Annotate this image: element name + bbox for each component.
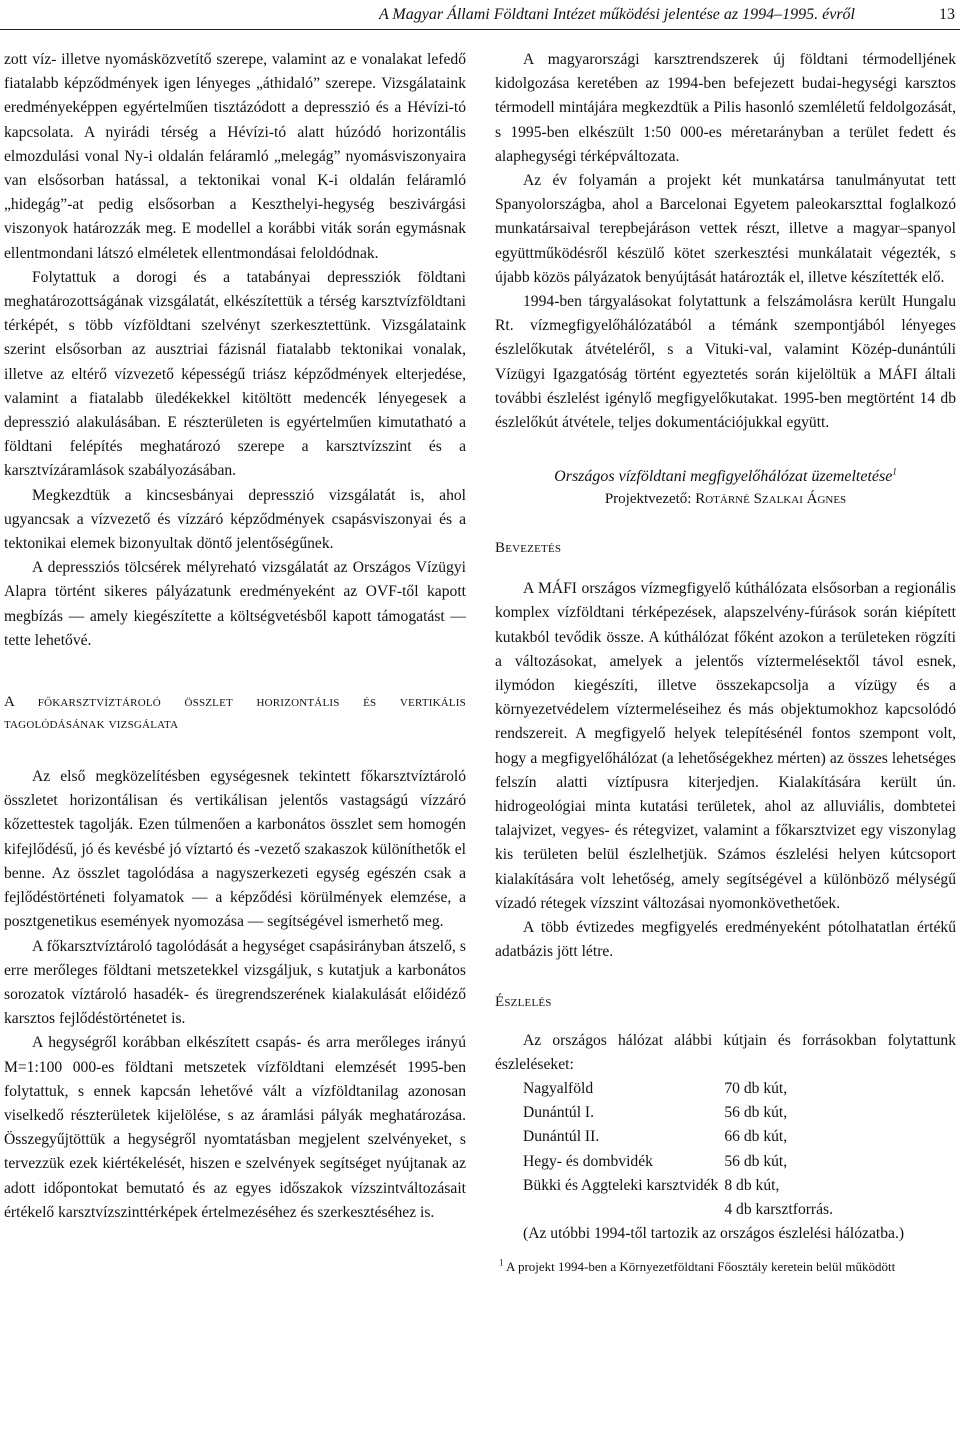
paragraph: A főkarsztvíztároló tagolódását a hegységet csapásirányban átszelő, s erre merőleges földtani metszetekkel vizsgáljuk, s kutatjuk a karbonátos sorozatok víztároló hasadék- és üregrendszerének kialakulását előidéző karsztos fejlődéstörténetet is.: [4, 937, 466, 1028]
paragraph: A magyarországi karsztrendszerek új földtani térmodelljének kidolgozása keretében az 1994-ben befejezett budai-hegységi karsztos térmodell mintájára megkezdtük a Pilis hasonló szemléletű feldolgozását, s 1995-ben elkészült 1:50 000-es méretarányban a terület fedett és alaphegységi térképváltozata.: [495, 51, 956, 165]
spacer: [495, 435, 956, 465]
footnote: [495, 1258, 956, 1276]
paragraph: Folytattuk a dorogi és a tatabányai depressziók földtani meghatározottságának vizsgálatát, elkészítettük a térség karsztvízföldtani térképét, s több vízföldtani szelvényt szerkesztettünk. Vizsgálataink szerint elsősorban az ausztriai fázisnál fiatalabb tektonikai vonalak, illetve az eltérő vízvezető képességű triász képződmények elterjedése, valamint a fiatalabb üledékekkel kitöltött medencék lényegesek a depresszió alakulásában. E részterületen is egyértelműen kimutatható a földtani felépítés meghatározó szerepe a karsztvízszint és a karsztvízáramlások szabályozásában.: [4, 268, 466, 480]
paragraph: A MÁFI országos vízmegfigyelő kúthálózata elsősorban a regionális komplex vízföldtani térképezések, alapszelvény-fúrások során kiépített kutakból tevődik össze. A kúthálózat főként azokon a területeken rögzíti a változásokat, amelyek a jelentős víztermelésektől távol esnek, ilymódon kiegészíti, illetve összekapcsolja a vízügy és a környezetvédelem víztermeléseihez és más objektumokhoz kapcsolódó rendszereit. A megfigyelő helyek telepítésénél fontos szempont volt, hogy a megfigyelőhálózat (a lehetőségekhez mérten) az összes lehetséges felszín alatti víztípusra kiterjedjen. Kialakítására került ún. hidrogeológiai minta kutatási területek, ahol az alluviális, dombtetei talajvizet, vegyes- és rétegvizet, valamint a főkarsztvizet egy viszonylag kis területen belül észlelhetjük. Számos észlelési helyen kútcsoport kialakítására volt lehetőség, amely segítségével a különböző mélységű vízadó rétegek vízszint változásai nyomonkövethetőek.: [495, 580, 956, 912]
region-cell: Dunántúl I.: [523, 1104, 595, 1122]
right-column: [495, 48, 956, 1276]
paragraph: (Az utóbbi 1994-től tartozik az országos észlelési hálózatba.): [523, 1225, 905, 1243]
table-row: [523, 1077, 833, 1101]
project-lead: [495, 489, 956, 509]
spacer: [495, 965, 956, 991]
project-title: [495, 465, 956, 489]
page-number: 13: [939, 6, 955, 23]
table-row: [523, 1125, 833, 1149]
observation-stats-table: [523, 1077, 833, 1222]
spacer: [495, 509, 956, 537]
count-cell: 8 db kút,: [724, 1176, 780, 1194]
project-lead-label: Projektvezető:: [604, 491, 696, 508]
paragraph: zott víz- illetve nyomásközvetítő szerepe, valamint az e vonalakat lefedő fiatalabb képződmények igen lényeges „áthidaló” szerepe. Vizsgálataink eredményeképpen egyértelműen tisztázódott a depresszió és a Hévízi-tó kapcsolata. A nyirádi térség a Hévízi-tó alatt húzódó horizontális elmozdulási vonal Ny-i oldalán feláramló „melegág” nyomásviszonyaira van elsősorban hatással, a tektonikai vonal K-i oldalán feláramló „hidegág”-at pedig elsősorban a Keszthelyi-hegység beszivárgási viszonyok határozzák meg. E modellel a korábbi viták során egymásnak ellentmondani látszó elméletek ellentmondásai feloldódnak.: [4, 51, 466, 262]
running-title: A Magyar Állami Földtani Intézet működési jelentése az 1994–1995. évről: [378, 6, 855, 23]
project-lead-name: Rotárné Szalkai Ágnes: [695, 491, 847, 508]
paragraph: Megkezdtük a kincsesbányai depresszió vizsgálatát is, ahol ugyancsak a vízvezető és vízzáró képződmények csapásviszonyai és a tektonikai elemek bizonyultak döntő jelentőségűnek.: [4, 486, 466, 553]
paragraph: A több évtizedes megfigyelés eredményeként pótolhatatlan értékű adatbázis jött létre.: [495, 919, 956, 961]
count-cell: 56 db kút,: [724, 1152, 788, 1170]
section-heading: A főkarsztvíztároló összlet horizontális és vertikális tagolódásának vizsgálata: [4, 694, 466, 733]
footnote-mark: 1: [499, 1258, 504, 1268]
count-cell: 70 db kút,: [724, 1079, 788, 1097]
spacer: [495, 559, 956, 577]
table-row: [523, 1198, 833, 1222]
count-cell: 4 db karsztforrás.: [724, 1200, 834, 1218]
paragraph: 1994-ben tárgyalásokat folytattunk a felszámolásra került Hungalu Rt. vízmegfigyelőhálózatából a témánk szempontjából lényeges észlelőkutak átvételéről, s a Vituki-val, valamint Közép-dunántúli Vízügyi Igazgatóság történt egyeztetés során kijelöltük a MÁFI általi további észlelést igénylő megfigyelőkutakat. 1995-ben megtörtént 14 db észlelőkút átvétele, teljes dokumentációjukkal együtt.: [495, 293, 956, 432]
region-cell: Hegy- és dombvidék: [523, 1152, 653, 1170]
table-row: [523, 1174, 833, 1198]
count-cell: 56 db kút,: [724, 1104, 788, 1122]
footnote-ref: 1: [892, 466, 897, 477]
footnote-text: A projekt 1994-ben a Környezetföldtani Főosztály keretein belül működött: [506, 1259, 896, 1275]
spacer: [4, 735, 466, 765]
region-cell: Dunántúl II.: [523, 1128, 600, 1146]
table-row: [523, 1150, 833, 1174]
region-cell: [523, 1198, 718, 1222]
spacer: [495, 1013, 956, 1029]
table-row: [523, 1101, 833, 1125]
project-title-text: Országos vízföldtani megfigyelőhálózat üzemeltetése: [554, 468, 893, 486]
region-cell: Bükki és Aggteleki karsztvidék: [523, 1176, 719, 1194]
region-cell: Nagyalföld: [523, 1079, 594, 1097]
paragraph: A hegységről korábban elkészített csapás- és arra merőleges irányú M=1:100 000-es földtani metszetek vízföldtani elemzését 1995-ben folytattuk, s ennek kapcsán lehetővé vált a vízföldtanilag azonosan viselkedő részterületek kijelölése, s az áramlási pályák meghatározása. Összegyűjtöttük a hegységről nyomtatásban megjelent szelvényeket, s tervezzük ezek kiértékelését, hiszen e szelvények segítséget nyújtanak az adott időpontokat bemutató és az egyes időszakok vízszintváltozásait értékelő karsztvízszinttérképek értelmezéséhez és szerkesztéséhez is.: [4, 1034, 466, 1221]
running-header: [0, 6, 960, 30]
paragraph: A depressziós tölcsérek mélyreható vizsgálatát az Országos Vízügyi Alapra történt sikeres pályázatunk eredményeként az OVF-től kapott megbízás — amely kiegészítette a költségvetésből kapott támogatást — tette lehetővé.: [4, 559, 466, 649]
paragraph: Az országos hálózat alábbi kútjain és forrásokban folytattunk észleléseket:: [495, 1031, 956, 1073]
header-rule: [0, 29, 960, 30]
spacer: [4, 653, 466, 691]
paragraph: Az év folyamán a projekt két munkatársa tanulmányutat tett Spanyolországba, ahol a Barcelonai Egyetem paleokarszttal foglalkozó munkatársaival terepbejáráson vettek részt, illetve a magyar–spanyol együttműködésről készülő kötet szerkesztési munkálatait végezték, s újabb közös pályázatok benyújtását határozták el, illetve készítették elő.: [495, 172, 956, 286]
left-column: [4, 48, 466, 1225]
count-cell: 66 db kút,: [724, 1128, 788, 1146]
section-heading-observation: Észlelés: [495, 993, 552, 1010]
section-heading-introduction: Bevezetés: [495, 540, 562, 557]
paragraph: Az első megközelítésben egységesnek tekintett főkarsztvíztároló összletet horizontálisan és vertikálisan jelentős vastagságú vízzáró kőzettestek tagolják. Ezen túlmenően a karbonátos összlet sem homogén kifejlődésű, jó és kevésbé jó víztartó és -vezető szakaszok különíthetők el benne. Az összlet tagolódása a nagyszerkezeti egység egészén csak a fejlődéstörténeti folyamatok — a képződési körülmények elemzése, a posztgenetikus események nyomozása — segítségével ismerhető meg.: [4, 768, 466, 931]
